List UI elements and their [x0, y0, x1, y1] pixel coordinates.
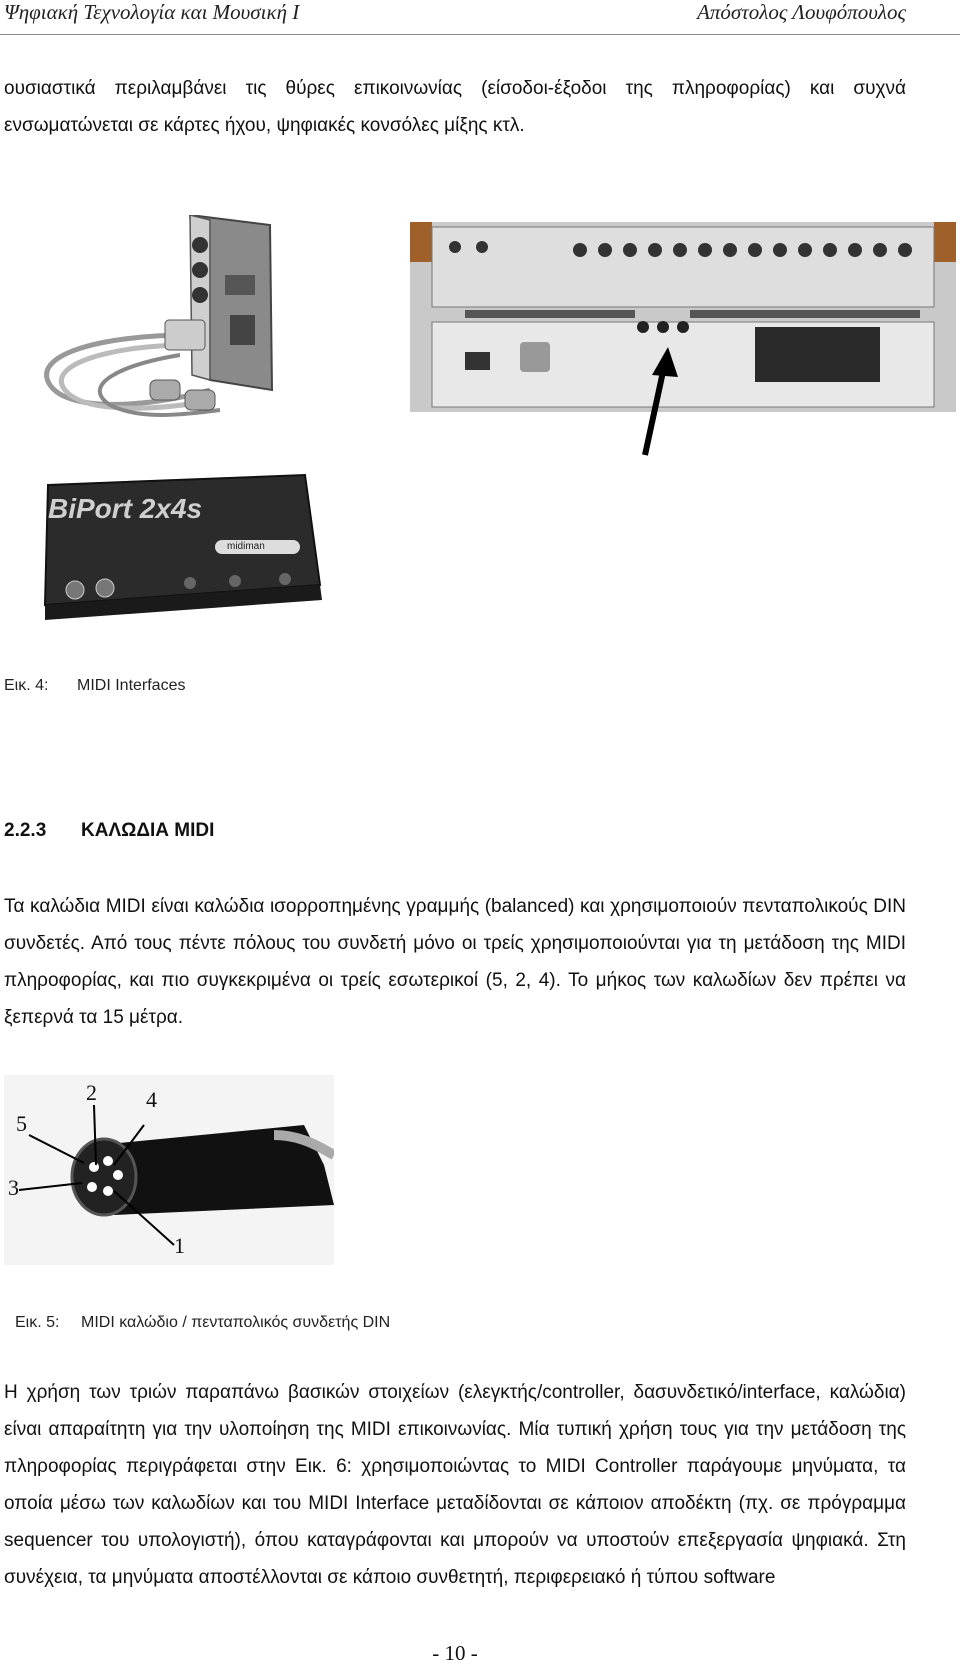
- header-course-title: Ψηφιακή Τεχνολογία και Μουσική Ι: [4, 0, 300, 24]
- figure-4-caption: [4, 677, 185, 695]
- pin-label-5: 5: [16, 1111, 27, 1136]
- biport-brand: midiman: [227, 541, 265, 552]
- din-connector-photo: [4, 1075, 334, 1265]
- pin-label-2: 2: [86, 1080, 97, 1105]
- page-header: [0, 0, 960, 36]
- sound-card-photo: [40, 215, 340, 435]
- page-number: - 10 -: [432, 1641, 478, 1665]
- pin-label-4: 4: [146, 1087, 157, 1112]
- paragraph-midi-cables: Τα καλώδια MIDI είναι καλώδια ισορροπημένης γραμμής (balanced) και χρησιμοποιούν πενταπολικούς DIN συνδετές. Από τους πέντε πόλους του συνδετή μόνο οι τρείς χρησιμοποιούνται για τη μετάδοση της MIDI πληροφορίας, και πιο συγκεκριμένα οι τρείς εσωτερικοί (5, 2, 4). Το μήκος των καλωδίων δεν πρέπει να ξεπερνά τα 15 μέτρα.: [4, 896, 906, 1028]
- figure-5-number: Εικ. 5:: [15, 1314, 60, 1331]
- header-author: Απόστολος Λουφόπουλος: [697, 0, 906, 24]
- section-number: 2.2.3: [4, 820, 47, 841]
- figure-5-text: MIDI καλώδιο / πενταπολικός συνδετής DIN: [81, 1314, 391, 1331]
- section-title: ΚΑΛΩΔΙΑ MIDI: [81, 820, 215, 841]
- pin-label-3: 3: [8, 1175, 19, 1200]
- paragraph-usage: Η χρήση των τριών παραπάνω βασικών στοιχείων (ελεγκτής/controller, δασυνδετικό/interface, καλώδια) είναι απαραίτητη για την υλοποίηση της MIDI επικοινωνίας. Μία τυπική χρήση τους για την μετάδοση της πληροφορίας περιγράφεται στην Εικ. 6: χρησιμοποιώντας το MIDI Controller παράγουμε μηνύματα, τα οποία μέσω των καλωδίων και του MIDI Interface μεταδίδονται σε κάποιον αποδέκτη (πχ. σε πρόγραμμα sequencer του υπολογιστή), όπου καταγράφονται και μπορούν να υποστούν επεξεργασία ψηφιακά. Στη συνέχεια, τα μηνύματα αποστέλλονται σε κάποιο συνθετητή, περιφερειακό ή τύπου software: [4, 1382, 906, 1588]
- arrow-indicator: [640, 345, 700, 460]
- biport-label: BiPort 2x4s: [48, 493, 203, 524]
- section-heading: [4, 820, 214, 842]
- figure-5-caption: [15, 1314, 390, 1332]
- figure-4-number: Εικ. 4:: [4, 677, 49, 694]
- header-divider: [0, 34, 960, 35]
- pin-label-1: 1: [174, 1233, 185, 1258]
- figure-4-text: MIDI Interfaces: [77, 677, 186, 694]
- paragraph-intro: ουσιαστικά περιλαμβάνει τις θύρες επικοινωνίας (είσοδοι-έξοδοι της πληροφορίας) και συχνά ενσωματώνεται σε κάρτες ήχου, ψηφιακές κονσόλες μίξης κτλ.: [4, 78, 906, 136]
- biport-interface-photo: [40, 465, 340, 620]
